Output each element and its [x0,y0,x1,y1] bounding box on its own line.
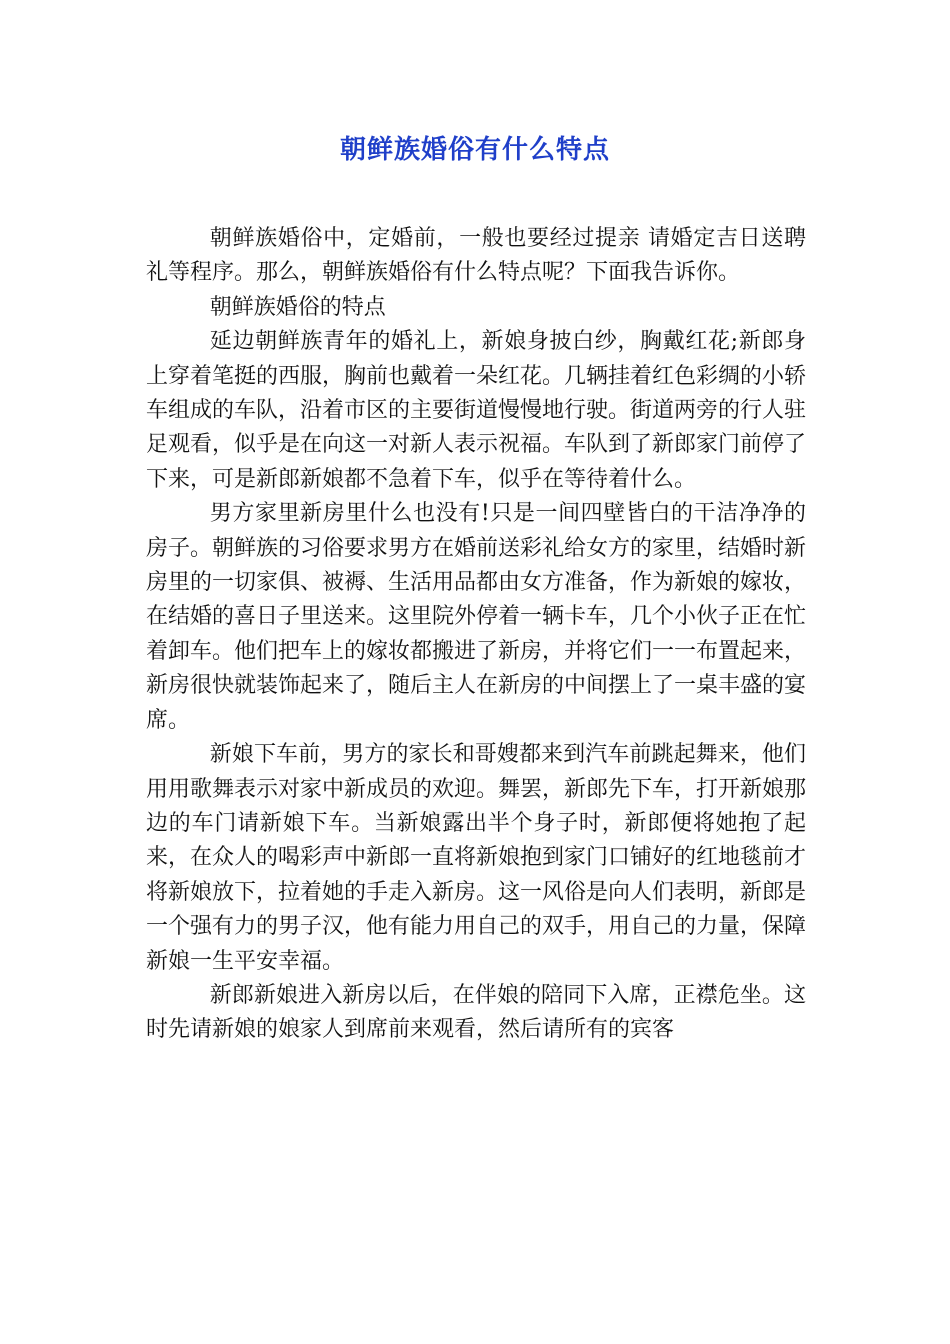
paragraph-subheading: 朝鲜族婚俗的特点 [209,294,386,320]
document-body [146,222,806,1048]
paragraph-intro: 朝鲜族婚俗中，定婚前，一般也要经过提亲 请婚定吉日送聘礼等程序。那么，朝鲜族婚俗有什么特点呢？下面我告诉你。 [146,226,806,286]
paragraph-bride-arrival: 新娘下车前，男方的家长和哥嫂都来到汽车前跳起舞来，他们用用歌舞表示对家中新成员的欢迎。舞罢，新郎先下车，打开新娘那边的车门请新娘下车。当新娘露出半个身子时，新郎便将她抱了起来，在众人的喝彩声中新郎一直将新娘抱到家门口铺好的红地毯前才将新娘放下，拉着她的手走入新房。这一风俗是向人们表明，新郎是一个强有力的男子汉，他有能力用自己的双手，用自己的力量，保障新娘一生平安幸福。 [146,742,807,974]
page-title: 朝鲜族婚俗有什么特点 [339,135,610,165]
paragraph-new-room: 男方家里新房里什么也没有!只是一间四壁皆白的干洁净净的房子。朝鲜族的习俗要求男方在婚前送彩礼给女方的家里，结婚时新房里的一切家俱、被褥、生活用品都由女方准备，作为新娘的嫁妆，在结婚的喜日子里送来。这里院外停着一辆卡车，几个小伙子正在忙着卸车。他们把车上的嫁妆都搬进了新房，并将它们一一布置起来，新房很快就装饰起来了，随后主人在新房的中间摆上了一桌丰盛的宴席。 [146,501,807,733]
paragraph-wedding-procession: 延边朝鲜族青年的婚礼上，新娘身披白纱，胸戴红花;新郎身上穿着笔挺的西服，胸前也戴着一朵红花。几辆挂着红色彩绸的小轿车组成的车队，沿着市区的主要街道慢慢地行驶。街道两旁的行人驻足观看，似乎是在向这一对新人表示祝福。车队到了新郎家门前停了下来，可是新郎新娘都不急着下车，似乎在等待着什么。 [146,329,807,492]
paragraph-banquet: 新郎新娘进入新房以后，在伴娘的陪同下入席，正襟危坐。这时先请新娘的娘家人到席前来观看，然后请所有的宾客 [146,982,806,1043]
